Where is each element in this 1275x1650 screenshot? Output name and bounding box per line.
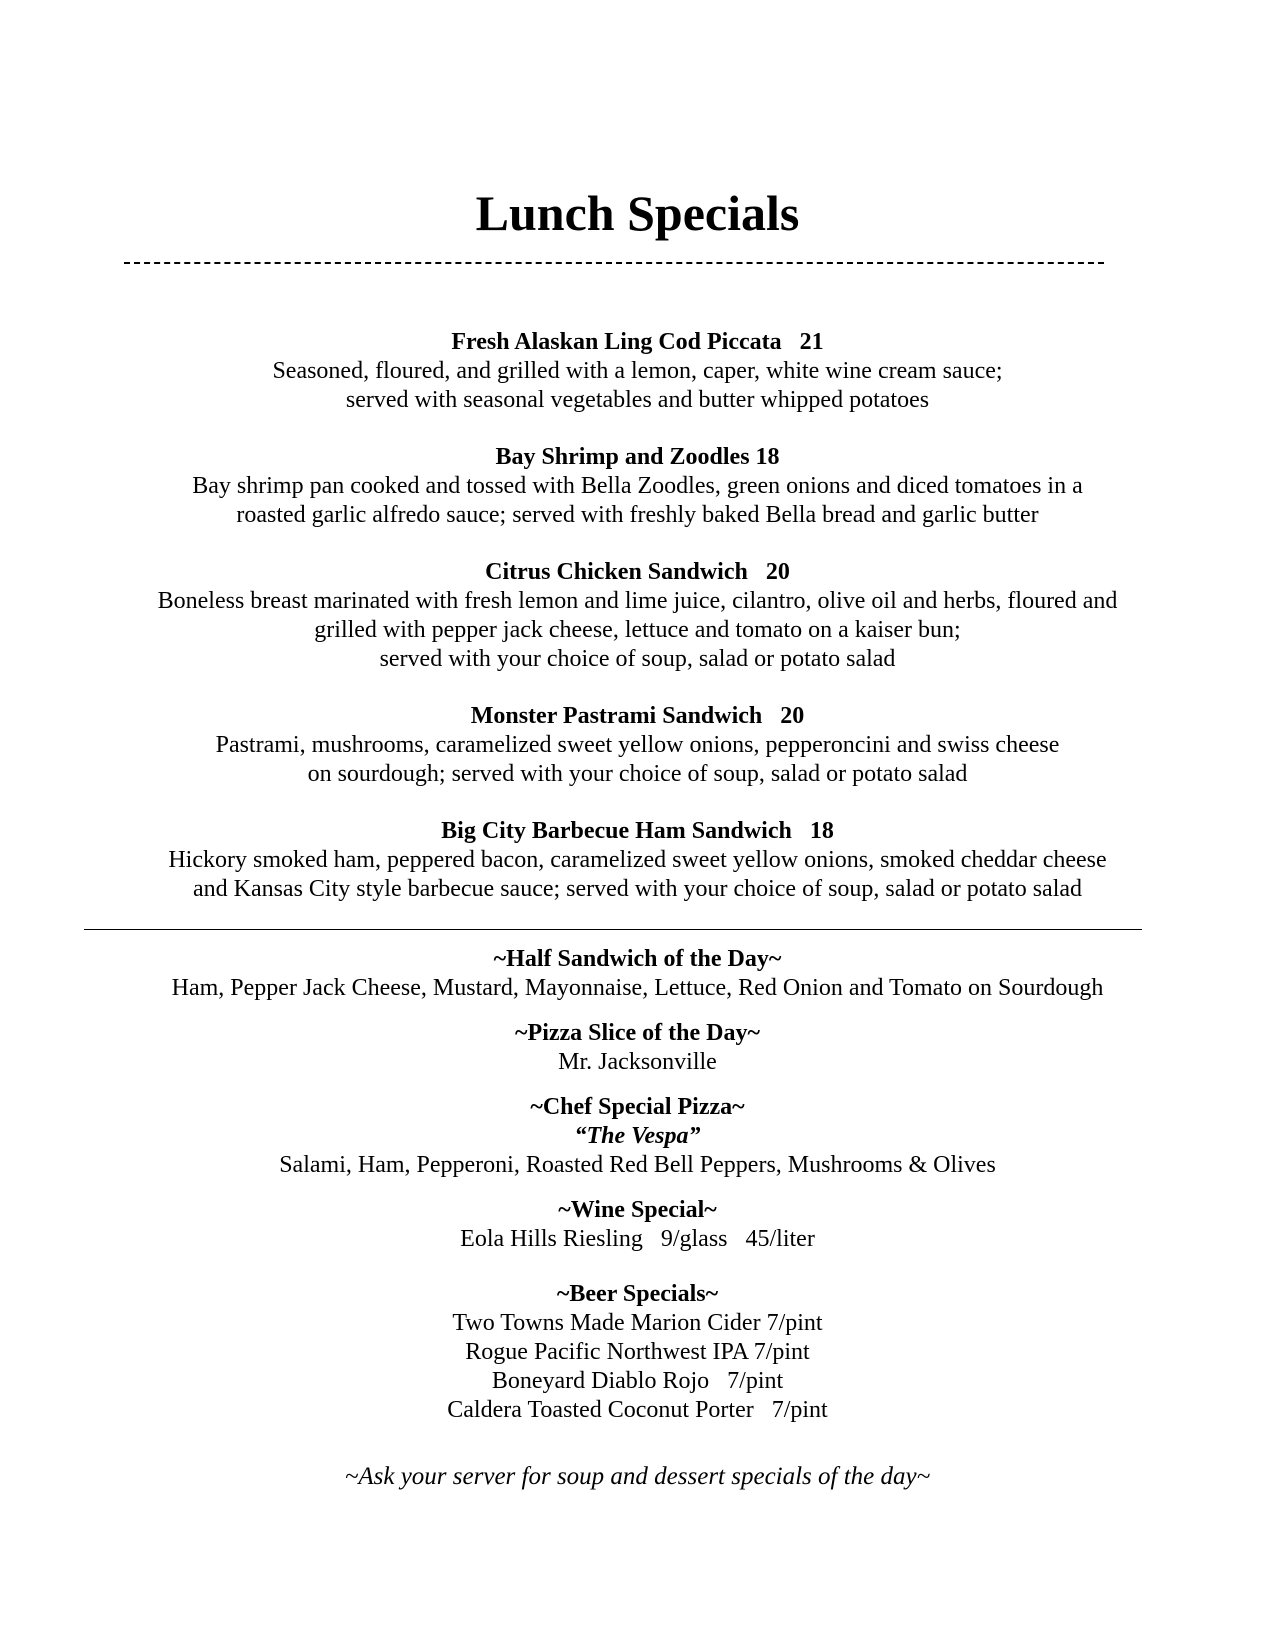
page-title: Lunch Specials xyxy=(475,185,800,241)
section-line: Mr. Jacksonville xyxy=(558,1049,717,1075)
menu-item xyxy=(0,702,1275,789)
chef-pizza-section xyxy=(0,1093,1275,1180)
item-description-line: Bay shrimp pan cooked and tossed with Bella Zoodles, green onions and diced tomatoes in a xyxy=(192,473,1083,499)
section-line: Eola Hills Riesling 9/glass 45/liter xyxy=(460,1226,815,1252)
beer-line: Boneyard Diablo Rojo 7/pint xyxy=(491,1368,784,1394)
item-description-line: and Kansas City style barbecue sauce; served with your choice of soup, salad or potato salad xyxy=(192,876,1083,902)
item-description-line: Boneless breast marinated with fresh lemon and lime juice, cilantro, olive oil and herbs, floured and xyxy=(157,588,1118,614)
solid-divider xyxy=(84,929,1142,930)
pizza-slice-section xyxy=(0,1019,1275,1077)
menu-item xyxy=(0,328,1275,415)
section-line: Ham, Pepper Jack Cheese, Mustard, Mayonnaise, Lettuce, Red Onion and Tomato on Sourdough xyxy=(171,975,1104,1001)
section-title: ~Beer Specials~ xyxy=(556,1281,719,1307)
item-name: Big City Barbecue Ham Sandwich 18 xyxy=(441,818,834,844)
item-description-line: served with seasonal vegetables and butter whipped potatoes xyxy=(345,387,930,413)
item-description-line: grilled with pepper jack cheese, lettuce and tomato on a kaiser bun; xyxy=(314,617,961,643)
menu-item xyxy=(0,817,1275,904)
half-sandwich-section xyxy=(0,945,1275,1003)
item-name: Fresh Alaskan Ling Cod Piccata 21 xyxy=(451,329,824,355)
beer-line: Two Towns Made Marion Cider 7/pint xyxy=(452,1310,823,1336)
beer-line: Rogue Pacific Northwest IPA 7/pint xyxy=(465,1339,810,1365)
menu-item xyxy=(0,558,1275,674)
section-title: ~Pizza Slice of the Day~ xyxy=(515,1020,760,1046)
section-title: ~Half Sandwich of the Day~ xyxy=(493,946,782,972)
item-name: Bay Shrimp and Zoodles 18 xyxy=(495,444,780,470)
menu-item xyxy=(0,443,1275,530)
beer-line: Caldera Toasted Coconut Porter 7/pint xyxy=(447,1397,828,1423)
section-title: ~Chef Special Pizza~ xyxy=(530,1094,745,1120)
item-description-line: Hickory smoked ham, peppered bacon, caramelized sweet yellow onions, smoked cheddar cheese xyxy=(168,847,1107,873)
dashed-divider xyxy=(124,262,1104,264)
item-description-line: roasted garlic alfredo sauce; served with freshly baked Bella bread and garlic butter xyxy=(236,502,1039,528)
menu-items xyxy=(0,328,1275,932)
beer-specials-section xyxy=(0,1280,1275,1425)
item-name: Citrus Chicken Sandwich 20 xyxy=(485,559,790,585)
wine-special-section xyxy=(0,1196,1275,1254)
section-subtitle: “The Vespa” xyxy=(574,1123,701,1149)
section-title: ~Wine Special~ xyxy=(558,1197,717,1223)
section-line: Salami, Ham, Pepperoni, Roasted Red Bell Peppers, Mushrooms & Olives xyxy=(279,1152,996,1178)
item-description-line: Pastrami, mushrooms, caramelized sweet yellow onions, pepperoncini and swiss cheese xyxy=(215,732,1060,758)
item-description-line: served with your choice of soup, salad or potato salad xyxy=(379,646,896,672)
item-name: Monster Pastrami Sandwich 20 xyxy=(470,703,805,729)
footer-note: ~Ask your server for soup and dessert specials of the day~ xyxy=(344,1463,931,1490)
item-description-line: on sourdough; served with your choice of soup, salad or potato salad xyxy=(307,761,968,787)
daily-specials xyxy=(0,945,1275,1441)
item-description-line: Seasoned, floured, and grilled with a lemon, caper, white wine cream sauce; xyxy=(272,358,1003,384)
